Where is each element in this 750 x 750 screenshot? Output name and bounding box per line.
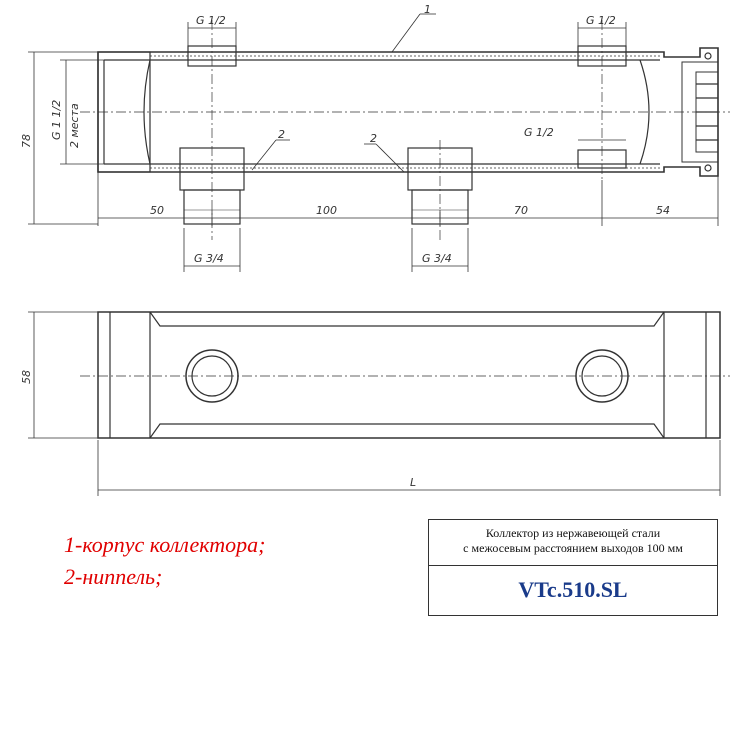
description-line-2: с межосевым расстоянием выходов 100 мм: [463, 541, 683, 555]
dim-78: 78: [20, 134, 33, 148]
thread-inlet: G 1 1/2: [50, 99, 63, 140]
thread-inner-right: G 1/2: [524, 126, 554, 139]
callout-body: 1: [424, 3, 431, 16]
title-description: [429, 520, 717, 566]
legend-item-body: 1-корпус коллектора;: [64, 532, 266, 557]
dim-100: 100: [316, 204, 337, 217]
legend-item-nipple: 2-ниппель;: [64, 564, 163, 589]
thread-bottom-right: G 3/4: [422, 252, 452, 265]
section-view: [80, 20, 730, 240]
thread-top-right: G 1/2: [586, 14, 616, 27]
thread-bottom-left: G 3/4: [194, 252, 224, 265]
thread-top-left: G 1/2: [196, 14, 226, 27]
callout-nipple-right: 2: [370, 132, 377, 145]
dim-50: 50: [150, 204, 164, 217]
plan-dimensions: [28, 312, 720, 496]
product-code: VTc.510.SL: [518, 577, 628, 602]
dim-58: 58: [20, 370, 33, 384]
thread-inlet-note: 2 места: [68, 103, 81, 148]
dim-54: 54: [656, 204, 670, 217]
description-line-1: Коллектор из нержавеющей стали: [485, 526, 661, 540]
plan-view: [80, 312, 730, 438]
callout-nipple-left: 2: [278, 128, 285, 141]
dim-L: L: [410, 476, 417, 489]
dim-70: 70: [514, 204, 528, 217]
title-block: [428, 519, 718, 616]
